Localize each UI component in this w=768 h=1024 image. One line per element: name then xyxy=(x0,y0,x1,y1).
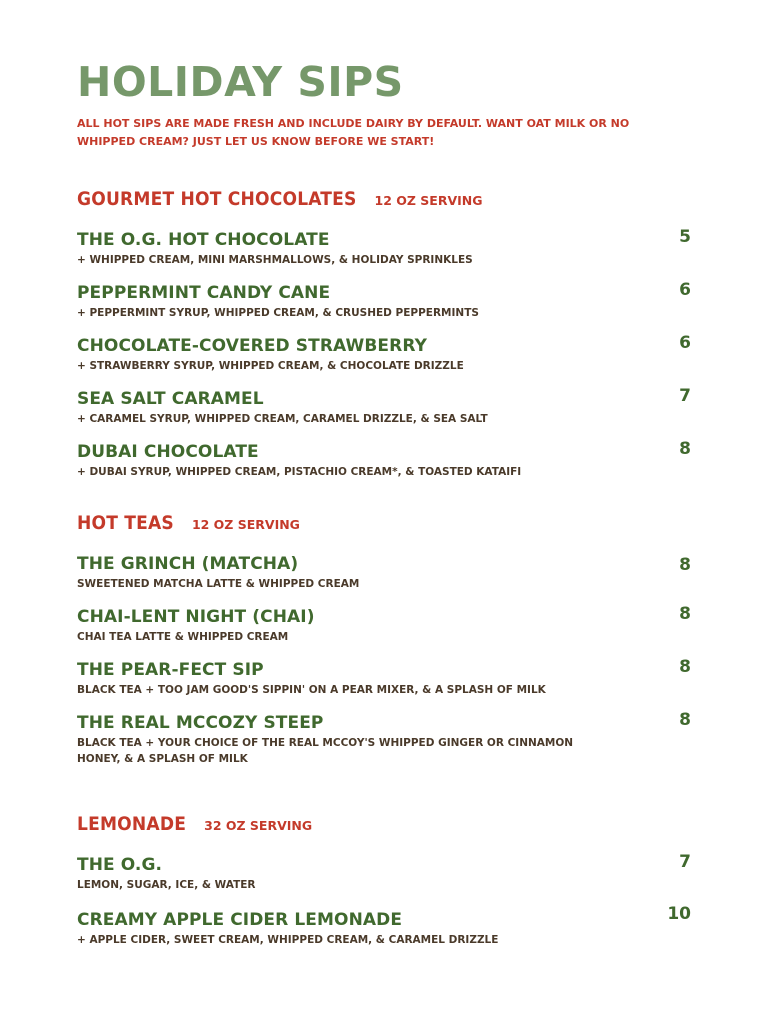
section-serving-size: 12 OZ SERVING xyxy=(191,517,300,532)
item-price: 6 xyxy=(679,333,691,353)
menu-item xyxy=(77,441,691,480)
item-description: + CARAMEL SYRUP, WHIPPED CREAM, CARAMEL DRIZZLE, & SEA SALT xyxy=(77,413,488,425)
menu-item xyxy=(77,904,691,948)
item-description: + PEPPERMINT SYRUP, WHIPPED CREAM, & CRUSHED PEPPERMINTS xyxy=(77,307,479,319)
item-name: CHOCOLATE-COVERED STRAWBERRY xyxy=(77,336,427,356)
item-name: DUBAI CHOCOLATE xyxy=(77,442,259,462)
section-header-hot-chocolates xyxy=(77,188,483,210)
item-description: + STRAWBERRY SYRUP, WHIPPED CREAM, & CHOCOLATE DRIZZLE xyxy=(77,360,464,372)
menu-item xyxy=(77,606,691,645)
item-name: THE GRINCH (MATCHA) xyxy=(77,554,299,574)
menu-item xyxy=(77,712,691,767)
item-price: 8 xyxy=(679,657,691,677)
item-price: 8 xyxy=(679,604,691,624)
section-serving-size: 32 OZ SERVING xyxy=(204,818,313,833)
item-price: 6 xyxy=(679,280,691,300)
section-title: HOT TEAS xyxy=(77,512,174,534)
item-price: 7 xyxy=(679,852,691,872)
item-name: THE O.G. HOT CHOCOLATE xyxy=(77,230,330,250)
menu-item xyxy=(77,388,691,427)
item-name: THE REAL MCCOZY STEEP xyxy=(77,713,324,733)
item-name: PEPPERMINT CANDY CANE xyxy=(77,283,331,303)
menu-item xyxy=(77,282,691,321)
item-description: BLACK TEA + TOO JAM GOOD'S SIPPIN' ON A PEAR MIXER, & A SPLASH OF MILK xyxy=(77,684,546,696)
item-name: THE O.G. xyxy=(77,855,163,875)
item-description: BLACK TEA + YOUR CHOICE OF THE REAL MCCOY'S WHIPPED GINGER OR CINNAMON HONEY, & A SPLASH OF MILK xyxy=(77,737,574,765)
item-description: LEMON, SUGAR, ICE, & WATER xyxy=(77,879,256,891)
menu-item xyxy=(77,335,691,374)
section-title: GOURMET HOT CHOCOLATES xyxy=(77,188,357,210)
item-description: CHAI TEA LATTE & WHIPPED CREAM xyxy=(77,631,289,643)
menu-intro: ALL HOT SIPS ARE MADE FRESH AND INCLUDE DAIRY BY DEFAULT. WANT OAT MILK OR NO WHIPPED CREAM? JUST LET US KNOW BEFORE WE START! xyxy=(77,117,630,148)
item-description: + DUBAI SYRUP, WHIPPED CREAM, PISTACHIO CREAM*, & TOASTED KATAIFI xyxy=(77,466,522,478)
menu-item xyxy=(77,659,691,698)
menu-item xyxy=(77,229,691,268)
item-price: 5 xyxy=(679,227,691,247)
section-serving-size: 12 OZ SERVING xyxy=(374,193,483,208)
item-price: 8 xyxy=(679,439,691,459)
item-description: SWEETENED MATCHA LATTE & WHIPPED CREAM xyxy=(77,578,360,590)
item-name: THE PEAR-FECT SIP xyxy=(77,660,264,680)
section-title: LEMONADE xyxy=(77,813,187,835)
item-price: 8 xyxy=(679,710,691,730)
menu-title: HOLIDAY SIPS xyxy=(77,58,404,106)
item-price: 7 xyxy=(679,386,691,406)
menu-item xyxy=(77,553,691,592)
section-header-lemonade xyxy=(77,813,312,835)
item-price: 8 xyxy=(679,555,691,575)
item-description: + APPLE CIDER, SWEET CREAM, WHIPPED CREAM, & CARAMEL DRIZZLE xyxy=(77,934,499,946)
item-name: CHAI-LENT NIGHT (CHAI) xyxy=(77,607,315,627)
item-price: 10 xyxy=(667,904,691,924)
item-name: CREAMY APPLE CIDER LEMONADE xyxy=(77,910,403,930)
item-description: + WHIPPED CREAM, MINI MARSHMALLOWS, & HOLIDAY SPRINKLES xyxy=(77,254,473,266)
menu-item xyxy=(77,854,691,893)
item-name: SEA SALT CARAMEL xyxy=(77,389,264,409)
section-header-hot-teas xyxy=(77,512,300,534)
